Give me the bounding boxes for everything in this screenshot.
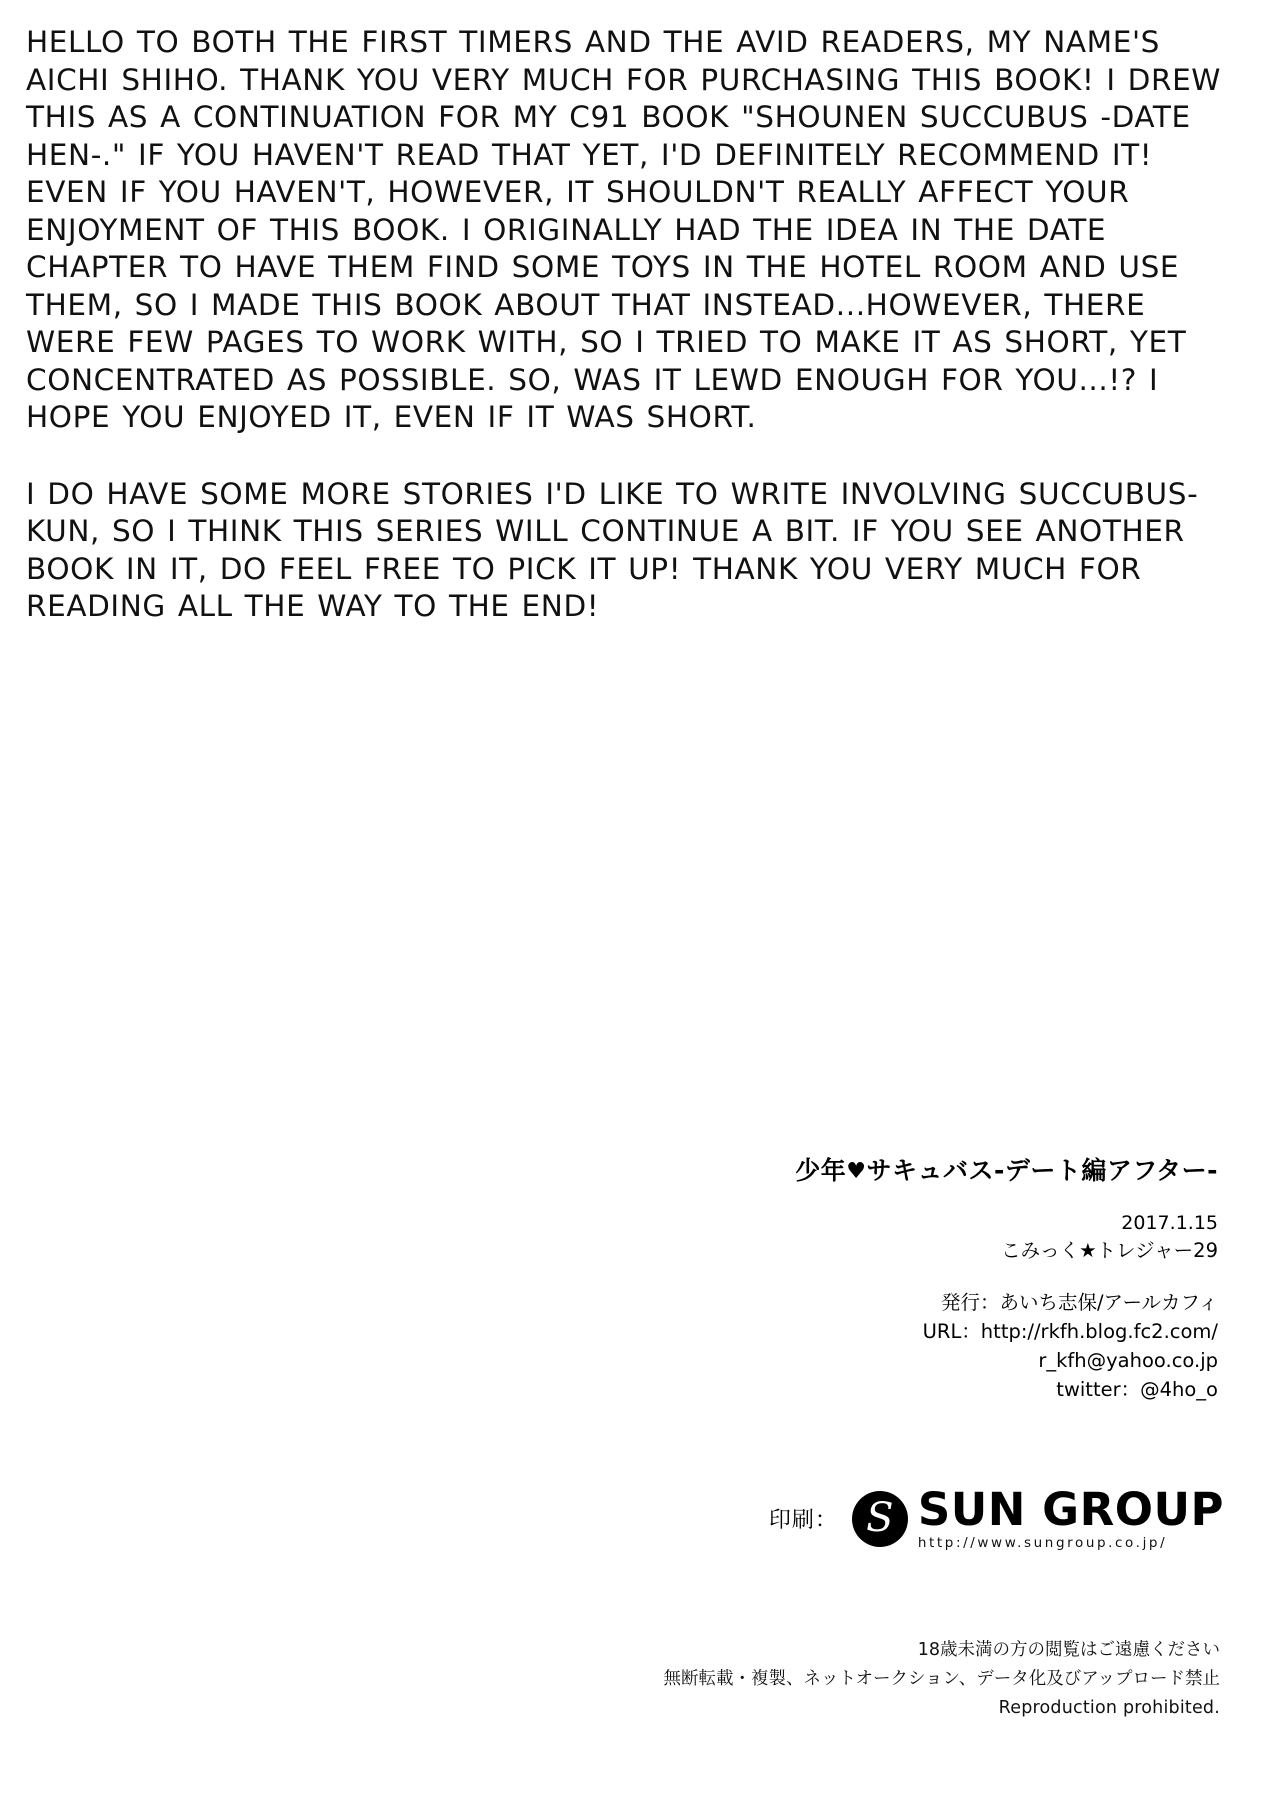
legal-reproduction-notice-en: Reproduction prohibited. xyxy=(998,1698,1220,1718)
printer-label: 印刷： xyxy=(768,1508,838,1534)
sun-group-logo-url: http://www.sungroup.co.jp/ xyxy=(917,1535,1168,1551)
sun-group-mark-icon xyxy=(852,1491,908,1547)
book-title-part-1: 少年 xyxy=(795,1156,847,1185)
publisher-details xyxy=(598,1288,1218,1404)
printer-row xyxy=(768,1483,1224,1551)
legal-notice-block xyxy=(520,1636,1220,1723)
sun-group-logo-name: SUN GROUP xyxy=(917,1483,1224,1536)
colophon-block xyxy=(598,1155,1218,1404)
heart-icon: ♥ xyxy=(846,1159,867,1184)
afterword-text-block xyxy=(26,24,1241,626)
book-title xyxy=(598,1155,1218,1188)
legal-age-notice: 18歳未満の方の閲覧はご遠慮ください xyxy=(917,1640,1220,1660)
sun-group-logo xyxy=(852,1483,1224,1551)
afterword-paragraph-1: HELLO TO BOTH THE FIRST TIMERS AND THE AVID READERS, MY NAME'S AICHI SHIHO. THANK YOU VERY MUCH FOR PURCHASING THIS BOOK! I DREW THIS AS A CONTINUATION FOR MY C91 BOOK "SHOUNEN SUCCUBUS -DATE HEN-." IF YOU HAVEN'T READ THAT YET, I'D DEFINITELY RECOMMEND IT! EVEN IF YOU HAVEN'T, HOWEVER, IT SHOULDN'T REALLY AFFECT YOUR ENJOYMENT OF THIS BOOK. I ORIGINALLY HAD THE IDEA IN THE DATE CHAPTER TO HAVE THEM FIND SOME TOYS IN THE HOTEL ROOM AND USE THEM, SO I MADE THIS BOOK ABOUT THAT INSTEAD...HOWEVER, THERE WERE FEW PAGES TO WORK WITH, SO I TRIED TO MAKE IT AS SHORT, YET CONCENTRATED AS POSSIBLE. SO, WAS IT LEWD ENOUGH FOR YOU...!? I HOPE YOU ENJOYED IT, EVEN IF IT WAS SHORT. xyxy=(26,25,1222,434)
legal-reproduction-notice-jp: 無断転載・複製、ネットオークション、データ化及びアップロード禁止 xyxy=(663,1669,1220,1689)
book-title-part-2: サキュバス-デート編アフター- xyxy=(866,1156,1218,1185)
email-address[interactable]: r_kfh@yahoo.co.jp xyxy=(1038,1349,1218,1372)
website-url[interactable]: URL：http://rkfh.blog.fc2.com/ xyxy=(922,1320,1218,1343)
publisher-line: 発行：あいち志保/アールカフィ xyxy=(940,1291,1218,1314)
event-name: こみっく★トレジャー29 xyxy=(1001,1239,1218,1262)
publication-date: 2017.1.15 xyxy=(1121,1212,1218,1234)
twitter-handle[interactable]: twitter：@4ho_o xyxy=(1056,1378,1218,1401)
afterword-paragraph-2: I DO HAVE SOME MORE STORIES I'D LIKE TO WRITE INVOLVING SUCCUBUS-KUN, SO I THINK THIS SERIES WILL CONTINUE A BIT. IF YOU SEE ANOTHER BOOK IN IT, DO FEEL FREE TO PICK IT UP! THANK YOU VERY MUCH FOR READING ALL THE WAY TO THE END! xyxy=(26,476,1199,623)
